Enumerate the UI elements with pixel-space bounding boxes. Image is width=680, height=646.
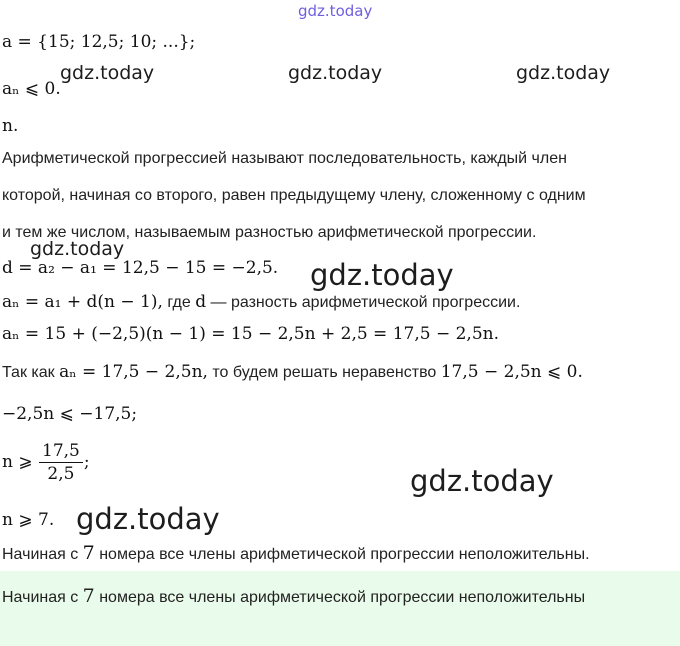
formula-where: где: [167, 294, 191, 311]
watermark: gdz.today: [310, 258, 454, 292]
fraction-denominator: 2,5: [47, 464, 75, 484]
formula-line: [2, 292, 520, 312]
answer-text: [2, 577, 602, 617]
definition-line-3: и тем же числом, называемым разностью арифметической прогрессии.: [2, 224, 537, 241]
answer-box: [0, 571, 680, 646]
fraction-numerator: 17,5: [39, 440, 83, 463]
watermark: gdz.today: [288, 62, 383, 84]
variable-line: n.: [2, 116, 19, 136]
conclusion-text-1: Начиная с: [2, 546, 79, 563]
step-2: [2, 440, 90, 485]
definition-line-1: Арифметической прогрессией называют последовательность, каждый член: [2, 150, 567, 167]
step-1: −2,5n ⩽ −17,5;: [2, 404, 138, 424]
since-line: [2, 362, 583, 382]
since-text-1: Так как: [2, 364, 55, 381]
watermark: gdz.today: [60, 62, 155, 84]
since-inequality: 17,5 − 2,5n ⩽ 0.: [440, 362, 583, 382]
conclusion-number: 7: [82, 542, 95, 564]
formula-tail: — разность арифметической прогрессии.: [210, 294, 521, 311]
step-3: n ⩾ 7.: [2, 510, 55, 530]
since-text-2: то будем решать неравенство: [212, 364, 437, 381]
sequence-line: a = {15; 12,5; 10; ...};: [2, 32, 196, 52]
answer-part-2: номера все члены арифметической прогрессии неположительны: [99, 589, 586, 606]
step-2-lhs: n ⩾: [2, 452, 33, 472]
since-math: aₙ = 17,5 − 2,5n,: [59, 362, 208, 382]
answer-part-1: Начиная с: [2, 589, 79, 606]
substitution-line: aₙ = 15 + (−2,5)(n − 1) = 15 − 2,5n + 2,5 = 17,5 − 2,5n.: [2, 324, 500, 344]
watermark-top: gdz.today: [298, 2, 373, 20]
conclusion-line: [2, 542, 590, 564]
watermark: gdz.today: [410, 464, 554, 498]
watermark: gdz.today: [30, 238, 125, 260]
watermark: gdz.today: [76, 502, 220, 536]
formula-math: aₙ = a₁ + d(n − 1),: [2, 292, 163, 312]
conclusion-text-2: номера все члены арифметической прогрессии неположительны.: [99, 546, 590, 563]
answer-number: 7: [82, 585, 95, 607]
difference-line: d = a₂ − a₁ = 12,5 − 15 = −2,5.: [2, 258, 279, 278]
step-2-end: ;: [83, 452, 90, 472]
definition-line-2: которой, начиная со второго, равен предыдущему члену, сложенному с одним: [2, 187, 586, 204]
watermark: gdz.today: [516, 62, 611, 84]
formula-d: d: [195, 292, 207, 312]
fraction: [39, 440, 83, 485]
condition-line: aₙ ⩽ 0.: [2, 79, 61, 99]
